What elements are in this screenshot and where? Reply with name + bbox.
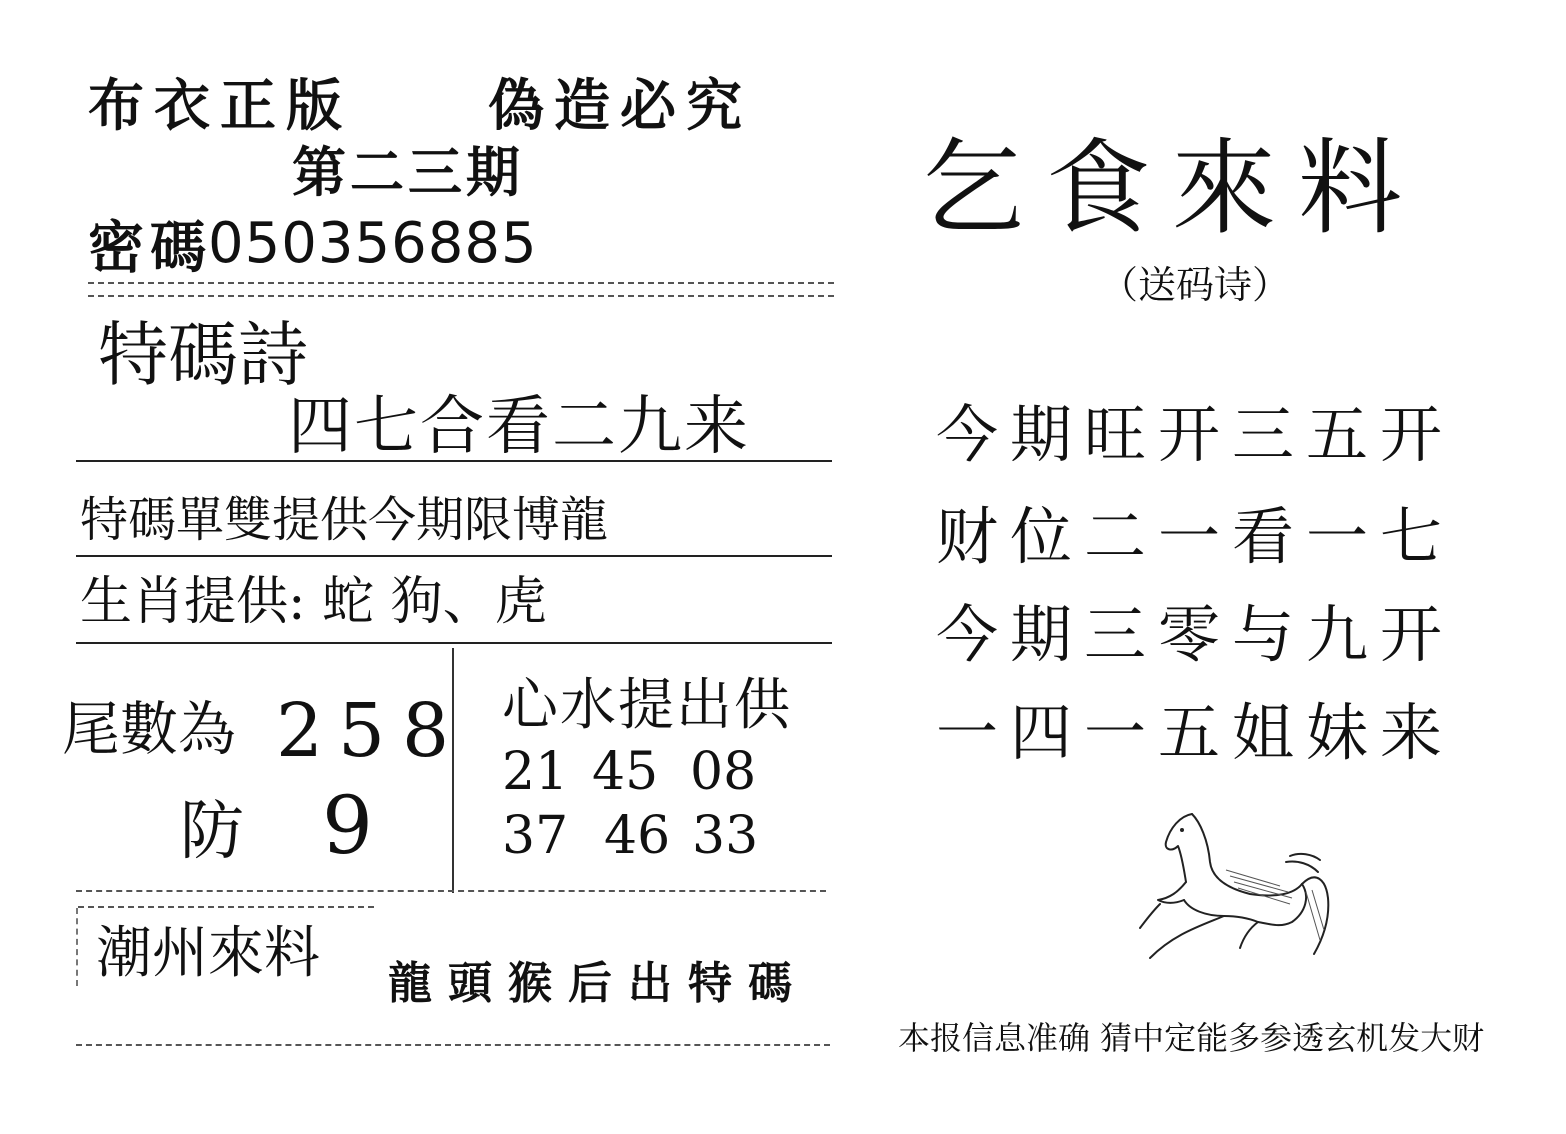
divider-2: [76, 555, 832, 557]
zodiac-text: 生肖提供: 蛇 狗、虎: [80, 572, 547, 632]
poem-line: 四七合看二九来: [288, 390, 750, 464]
right-poem-line: 一四一五姐妹来: [936, 696, 1455, 769]
heart-number: 45: [592, 742, 659, 802]
tail-digit: 8: [402, 688, 450, 774]
divider-3: [76, 642, 832, 644]
guard-digit: 9: [322, 779, 373, 872]
bottom-divider: [76, 1044, 830, 1046]
footer-slogan: 本报信息准确 猜中定能多参透玄机发大财: [898, 1019, 1485, 1057]
header-left-text: 布衣正版: [88, 73, 352, 139]
column-divider: [452, 648, 454, 893]
right-title: 乞食來料: [920, 127, 1425, 249]
heart-title: 心水提出供: [502, 673, 792, 738]
poem-title: 特碼詩: [98, 314, 308, 396]
horse-icon: [1130, 800, 1340, 970]
tail-digit: 5: [338, 688, 386, 774]
heart-number: 33: [692, 806, 759, 866]
dragon-text: 龍頭猴后出特碼: [388, 958, 808, 1009]
tail-label: 尾數為: [62, 695, 237, 763]
chaozhou-text: 潮州來料: [96, 921, 320, 986]
header-divider-bottom: [88, 295, 834, 297]
divider-1: [76, 460, 832, 462]
heart-number: 08: [690, 742, 757, 802]
divider-4: [76, 890, 826, 892]
heart-number: 21: [502, 742, 569, 802]
right-poem-line: 财位二一看一七: [936, 500, 1455, 573]
header-divider-top: [88, 282, 834, 284]
tail-digit: 2: [276, 688, 324, 774]
issue-number: 第二三期: [292, 140, 524, 204]
right-poem-line: 今期旺开三五开: [936, 398, 1455, 471]
guard-label: 防: [180, 795, 244, 869]
password-value: 050356885: [208, 211, 538, 276]
heart-number: 46: [604, 806, 671, 866]
chaozhou-box-left: [76, 908, 78, 986]
password-label: 密碼: [88, 215, 212, 281]
odd-even-text: 特碼單雙提供今期限博龍: [80, 492, 609, 548]
header-right-text: 偽造必究: [488, 73, 752, 139]
right-subtitle: （送码诗）: [1100, 263, 1291, 307]
right-poem-line: 今期三零与九开: [936, 598, 1455, 671]
heart-number: 37: [502, 806, 569, 866]
chaozhou-box-top: [78, 906, 374, 908]
